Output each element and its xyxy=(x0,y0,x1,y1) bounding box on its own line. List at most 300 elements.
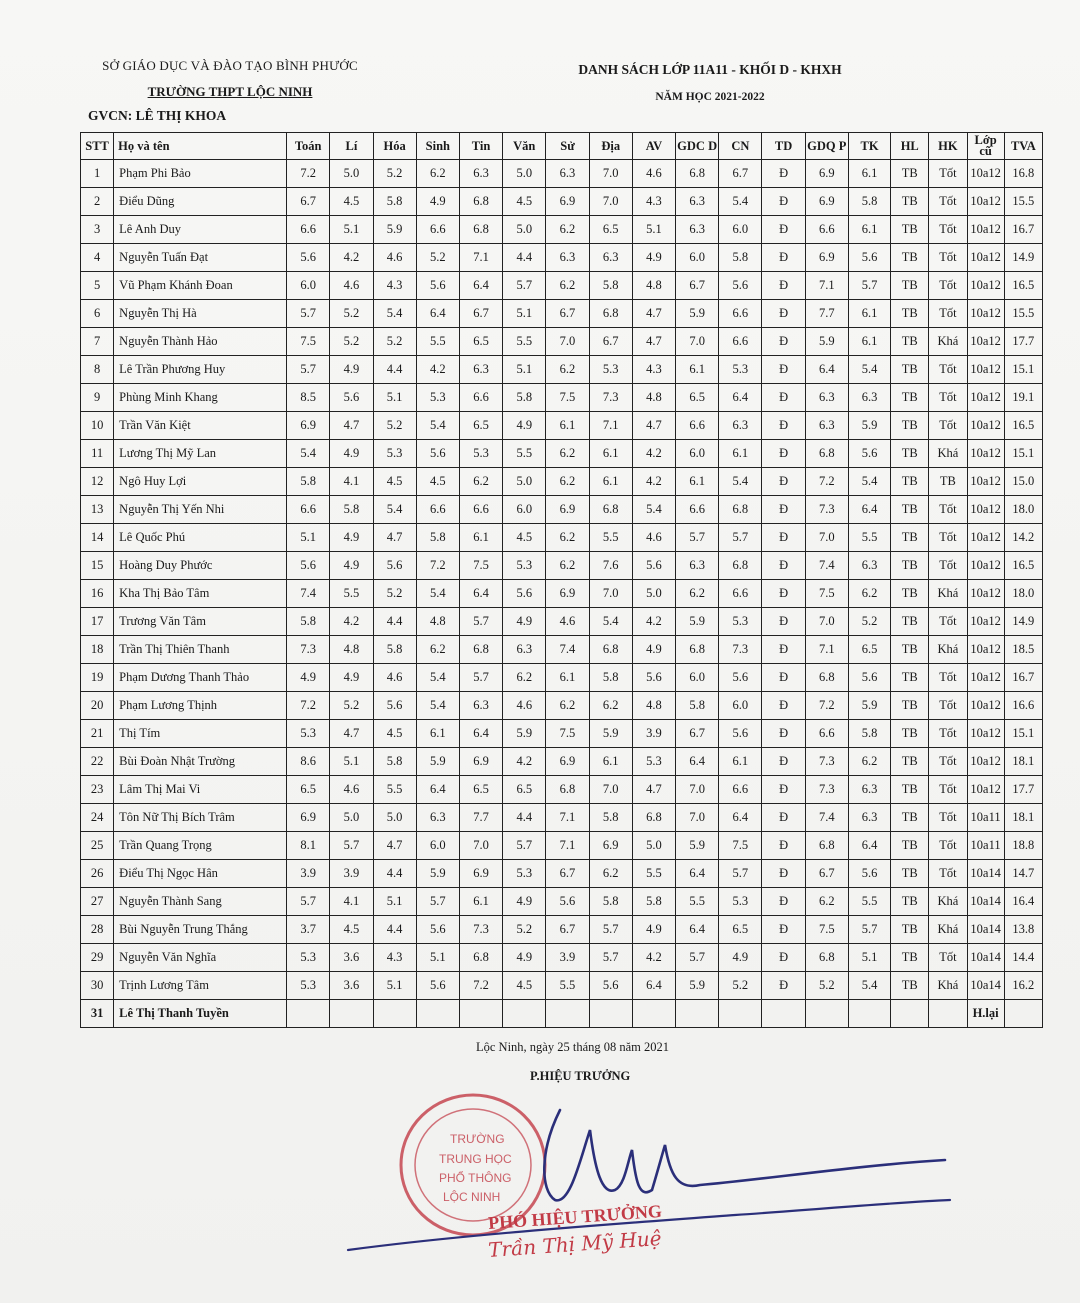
table-cell: 14.4 xyxy=(1004,944,1042,972)
table-cell: 6.1 xyxy=(459,888,502,916)
table-cell: 6.5 xyxy=(719,916,762,944)
table-cell: Đ xyxy=(762,636,805,664)
table-cell: 6.8 xyxy=(589,636,632,664)
table-cell: 5.7 xyxy=(416,888,459,916)
student-name-cell: Trần Thị Thiên Thanh xyxy=(114,636,287,664)
table-row xyxy=(81,748,1043,776)
table-cell: 6.1 xyxy=(589,468,632,496)
table-cell: 4.6 xyxy=(632,160,675,188)
table-cell: 16.7 xyxy=(1004,216,1042,244)
student-name-cell: Bùi Nguyễn Trung Thắng xyxy=(114,916,287,944)
table-cell: 8.6 xyxy=(287,748,330,776)
table-cell: 17.7 xyxy=(1004,776,1042,804)
table-cell: 7.5 xyxy=(459,552,502,580)
table-cell: 5.9 xyxy=(676,972,719,1000)
table-cell: 5.4 xyxy=(719,188,762,216)
table-cell: 5.3 xyxy=(719,356,762,384)
table-cell: 6.0 xyxy=(719,216,762,244)
table-cell: 6.0 xyxy=(719,692,762,720)
table-cell: 5.3 xyxy=(719,888,762,916)
table-cell: 5.3 xyxy=(503,860,546,888)
table-cell: TB xyxy=(891,552,929,580)
table-cell: Tốt xyxy=(929,356,967,384)
table-cell: 5.5 xyxy=(330,580,373,608)
table-cell: 8 xyxy=(81,356,114,384)
table-cell: Tốt xyxy=(929,748,967,776)
table-cell: 6.2 xyxy=(546,468,589,496)
table-cell: Đ xyxy=(762,552,805,580)
table-cell: TB xyxy=(891,496,929,524)
table-cell: 3.9 xyxy=(287,860,330,888)
table-cell: 6.1 xyxy=(546,664,589,692)
column-header: AV xyxy=(632,133,675,160)
table-cell: 4.9 xyxy=(632,916,675,944)
table-cell: 5.6 xyxy=(719,664,762,692)
table-cell: 6.6 xyxy=(805,216,848,244)
table-cell: Đ xyxy=(762,384,805,412)
table-cell: 10a12 xyxy=(967,384,1004,412)
table-cell: 6.1 xyxy=(848,216,890,244)
table-cell: 6.8 xyxy=(676,636,719,664)
table-cell: TB xyxy=(891,216,929,244)
table-cell: 26 xyxy=(81,860,114,888)
table-cell: 6.4 xyxy=(676,860,719,888)
table-cell: TB xyxy=(891,972,929,1000)
table-cell: 19.1 xyxy=(1004,384,1042,412)
table-cell: 5.3 xyxy=(416,384,459,412)
table-row xyxy=(81,664,1043,692)
table-cell: 5.4 xyxy=(848,468,890,496)
table-cell: Đ xyxy=(762,412,805,440)
table-cell: 6.1 xyxy=(848,300,890,328)
table-cell: 6.8 xyxy=(589,496,632,524)
column-header: CN xyxy=(719,133,762,160)
student-name-cell: Lê Anh Duy xyxy=(114,216,287,244)
table-cell: 4.8 xyxy=(416,608,459,636)
table-cell: 7.0 xyxy=(589,776,632,804)
table-cell: 15.0 xyxy=(1004,468,1042,496)
table-cell: 4.9 xyxy=(503,412,546,440)
table-cell: 6.4 xyxy=(416,300,459,328)
table-cell: 6.9 xyxy=(287,412,330,440)
table-cell: 6.1 xyxy=(719,440,762,468)
table-cell: 6.3 xyxy=(848,776,890,804)
table-row xyxy=(81,1000,1043,1028)
table-cell: 6.8 xyxy=(459,216,502,244)
table-cell: 5.5 xyxy=(503,328,546,356)
table-cell: Đ xyxy=(762,972,805,1000)
table-cell: 18.8 xyxy=(1004,832,1042,860)
student-name-cell: Nguyễn Tuấn Đạt xyxy=(114,244,287,272)
table-cell: 7.5 xyxy=(805,580,848,608)
table-cell: Tốt xyxy=(929,608,967,636)
table-cell: TB xyxy=(891,188,929,216)
student-name-cell: Kha Thị Bảo Tâm xyxy=(114,580,287,608)
table-cell: 6.6 xyxy=(805,720,848,748)
table-cell: 5.0 xyxy=(632,580,675,608)
table-cell: Khá xyxy=(929,440,967,468)
table-cell: 5.5 xyxy=(503,440,546,468)
table-cell: 7.5 xyxy=(546,384,589,412)
table-cell: 16.5 xyxy=(1004,272,1042,300)
table-row xyxy=(81,356,1043,384)
column-header: TD xyxy=(762,133,805,160)
table-cell: 6.3 xyxy=(848,552,890,580)
table-cell: 6.4 xyxy=(416,776,459,804)
table-cell: 7.2 xyxy=(805,468,848,496)
table-cell: 1 xyxy=(81,160,114,188)
table-cell: 4.3 xyxy=(373,944,416,972)
table-cell: 6 xyxy=(81,300,114,328)
table-cell: 5.3 xyxy=(503,552,546,580)
table-cell: 5.4 xyxy=(373,300,416,328)
table-cell: Đ xyxy=(762,916,805,944)
table-cell: Đ xyxy=(762,440,805,468)
table-row xyxy=(81,608,1043,636)
table-cell: 5.1 xyxy=(373,384,416,412)
table-cell: Tốt xyxy=(929,664,967,692)
table-cell: 6.7 xyxy=(805,860,848,888)
table-cell: 4.9 xyxy=(330,664,373,692)
table-cell: 4.7 xyxy=(632,328,675,356)
table-cell: 5.7 xyxy=(589,944,632,972)
table-cell: 9 xyxy=(81,384,114,412)
table-cell: Khá xyxy=(929,972,967,1000)
table-cell: 5.9 xyxy=(416,748,459,776)
table-cell: 5.6 xyxy=(373,552,416,580)
student-name-cell: Lê Quốc Phú xyxy=(114,524,287,552)
table-cell: 7.6 xyxy=(589,552,632,580)
table-row xyxy=(81,944,1043,972)
table-cell: 24 xyxy=(81,804,114,832)
table-cell: 5.6 xyxy=(848,860,890,888)
table-cell: 6.8 xyxy=(546,776,589,804)
table-row xyxy=(81,916,1043,944)
table-cell: 5.1 xyxy=(373,972,416,1000)
column-header: Sinh xyxy=(416,133,459,160)
table-cell: Đ xyxy=(762,692,805,720)
table-row xyxy=(81,412,1043,440)
table-cell: 6.8 xyxy=(459,944,502,972)
table-cell: 6.0 xyxy=(676,440,719,468)
table-cell: 10a12 xyxy=(967,356,1004,384)
table-cell: 4.1 xyxy=(330,888,373,916)
table-cell: 5.0 xyxy=(330,804,373,832)
table-cell: Tốt xyxy=(929,832,967,860)
svg-text:LỘC NINH: LỘC NINH xyxy=(443,1190,501,1204)
column-header: Hóa xyxy=(373,133,416,160)
table-cell: TB xyxy=(891,608,929,636)
table-cell: TB xyxy=(891,888,929,916)
table-cell: 10a12 xyxy=(967,496,1004,524)
table-cell: 6.9 xyxy=(546,188,589,216)
table-cell: 16.8 xyxy=(1004,160,1042,188)
table-row xyxy=(81,776,1043,804)
table-cell: 6.9 xyxy=(805,188,848,216)
table-cell: 5.8 xyxy=(719,244,762,272)
table-cell xyxy=(373,1000,416,1028)
table-cell: 7.0 xyxy=(676,804,719,832)
table-cell: 5.6 xyxy=(416,972,459,1000)
table-cell: 6.0 xyxy=(676,664,719,692)
table-cell: 6.0 xyxy=(503,496,546,524)
table-cell: 5.5 xyxy=(848,524,890,552)
column-header: Lớp cũ xyxy=(967,133,1004,160)
homeroom-teacher: GVCN: LÊ THỊ KHOA xyxy=(88,108,227,123)
table-cell: 4.2 xyxy=(503,748,546,776)
table-cell: 7.4 xyxy=(287,580,330,608)
department-name: SỞ GIÁO DỤC VÀ ĐÀO TẠO BÌNH PHƯỚC xyxy=(102,58,358,73)
table-cell: 5.0 xyxy=(503,468,546,496)
table-cell: Tốt xyxy=(929,188,967,216)
table-cell: 5.3 xyxy=(287,720,330,748)
table-cell: 5.8 xyxy=(632,888,675,916)
table-cell: Đ xyxy=(762,468,805,496)
table-cell: 10a14 xyxy=(967,860,1004,888)
table-cell: 7.1 xyxy=(546,804,589,832)
table-cell: 10a12 xyxy=(967,244,1004,272)
table-cell: 13.8 xyxy=(1004,916,1042,944)
table-cell: Tốt xyxy=(929,496,967,524)
table-cell: 5.8 xyxy=(373,636,416,664)
table-cell: 10a12 xyxy=(967,328,1004,356)
column-header: Địa xyxy=(589,133,632,160)
table-cell: 10a11 xyxy=(967,832,1004,860)
table-cell: 5.6 xyxy=(416,440,459,468)
table-cell: 6.8 xyxy=(805,664,848,692)
table-row xyxy=(81,384,1043,412)
table-cell: 5.8 xyxy=(589,804,632,832)
table-cell xyxy=(1004,1000,1042,1028)
table-cell: 4.2 xyxy=(632,944,675,972)
table-cell: 6.2 xyxy=(589,692,632,720)
table-cell: Đ xyxy=(762,720,805,748)
table-cell: Đ xyxy=(762,328,805,356)
table-cell: 3.6 xyxy=(330,972,373,1000)
table-cell: 4.6 xyxy=(503,692,546,720)
table-cell: 5.7 xyxy=(719,860,762,888)
table-cell: 25 xyxy=(81,832,114,860)
table-cell: 5.1 xyxy=(848,944,890,972)
table-cell: Đ xyxy=(762,524,805,552)
table-cell: 5.7 xyxy=(330,832,373,860)
table-row xyxy=(81,524,1043,552)
table-cell: 6.6 xyxy=(287,496,330,524)
table-cell: 10a12 xyxy=(967,720,1004,748)
table-cell: 5.6 xyxy=(373,692,416,720)
table-cell: 6.1 xyxy=(676,468,719,496)
table-cell: 5.6 xyxy=(330,384,373,412)
table-cell: 6.4 xyxy=(719,384,762,412)
table-cell: 7.3 xyxy=(805,748,848,776)
table-cell: 5.8 xyxy=(416,524,459,552)
student-name-cell: Bùi Đoàn Nhật Trường xyxy=(114,748,287,776)
table-cell: TB xyxy=(891,468,929,496)
table-cell: 6.9 xyxy=(287,804,330,832)
table-cell: 30 xyxy=(81,972,114,1000)
table-cell: 5.7 xyxy=(676,944,719,972)
column-header: TK xyxy=(848,133,890,160)
table-cell: 4.5 xyxy=(330,188,373,216)
table-cell: 5.2 xyxy=(848,608,890,636)
table-cell: 5.7 xyxy=(503,832,546,860)
table-cell: Tốt xyxy=(929,720,967,748)
table-cell: 6.2 xyxy=(676,580,719,608)
table-cell: 7.0 xyxy=(805,608,848,636)
table-cell: 6.3 xyxy=(719,412,762,440)
table-cell: 6.8 xyxy=(676,160,719,188)
table-cell: 14 xyxy=(81,524,114,552)
table-row xyxy=(81,468,1043,496)
table-cell: Đ xyxy=(762,244,805,272)
table-cell: 4.5 xyxy=(503,188,546,216)
table-cell: 7.3 xyxy=(589,384,632,412)
table-cell: 5.7 xyxy=(848,272,890,300)
table-cell: 10a14 xyxy=(967,888,1004,916)
table-cell: 5.4 xyxy=(287,440,330,468)
table-cell: 28 xyxy=(81,916,114,944)
table-cell: 6.4 xyxy=(632,972,675,1000)
table-cell: TB xyxy=(891,524,929,552)
column-header: Văn xyxy=(503,133,546,160)
table-cell: 4.6 xyxy=(373,244,416,272)
table-cell: 5.6 xyxy=(848,244,890,272)
table-cell: 7.2 xyxy=(416,552,459,580)
table-cell: 5.9 xyxy=(676,608,719,636)
table-row xyxy=(81,720,1043,748)
table-cell: TB xyxy=(929,468,967,496)
table-cell: TB xyxy=(891,440,929,468)
table-cell: 5.8 xyxy=(589,272,632,300)
table-cell: 14.9 xyxy=(1004,244,1042,272)
table-cell: 5.6 xyxy=(287,552,330,580)
table-cell: 6.2 xyxy=(848,748,890,776)
table-cell: 6.4 xyxy=(848,832,890,860)
table-cell: 4.2 xyxy=(632,440,675,468)
table-cell: Tốt xyxy=(929,860,967,888)
table-cell: 3 xyxy=(81,216,114,244)
table-cell: Tốt xyxy=(929,216,967,244)
table-cell: 6.7 xyxy=(676,272,719,300)
table-cell: TB xyxy=(891,272,929,300)
table-cell: 5.4 xyxy=(719,468,762,496)
table-cell: 6.6 xyxy=(416,216,459,244)
signature-icon xyxy=(340,1090,980,1290)
table-cell: 4.1 xyxy=(330,468,373,496)
table-cell: 5.2 xyxy=(330,300,373,328)
table-cell: 4.2 xyxy=(330,608,373,636)
table-cell: 6.5 xyxy=(676,384,719,412)
table-cell: 10a12 xyxy=(967,412,1004,440)
table-cell: 4.9 xyxy=(503,608,546,636)
table-cell: 7.3 xyxy=(805,776,848,804)
table-cell: 7.4 xyxy=(805,552,848,580)
table-cell: 2 xyxy=(81,188,114,216)
table-cell: 10a12 xyxy=(967,608,1004,636)
table-cell: 18.1 xyxy=(1004,748,1042,776)
student-name-cell: Điểu Dũng xyxy=(114,188,287,216)
table-cell: 5.2 xyxy=(373,328,416,356)
table-cell xyxy=(848,1000,890,1028)
table-cell: 4.5 xyxy=(503,972,546,1000)
table-cell: 6.9 xyxy=(805,244,848,272)
table-cell: 6.2 xyxy=(848,580,890,608)
table-row xyxy=(81,972,1043,1000)
table-cell: 4.8 xyxy=(632,692,675,720)
table-cell: 6.3 xyxy=(459,356,502,384)
table-cell: Tốt xyxy=(929,524,967,552)
table-cell: 5.4 xyxy=(416,580,459,608)
table-cell: 4.5 xyxy=(503,524,546,552)
student-name-cell: Trần Văn Kiệt xyxy=(114,412,287,440)
table-cell xyxy=(719,1000,762,1028)
table-cell: 6.1 xyxy=(848,160,890,188)
table-cell: 5.7 xyxy=(287,356,330,384)
table-row xyxy=(81,496,1043,524)
table-cell: 6.9 xyxy=(546,496,589,524)
table-cell: 5.9 xyxy=(503,720,546,748)
table-cell: 4.3 xyxy=(373,272,416,300)
table-cell: 7.2 xyxy=(287,692,330,720)
table-cell: TB xyxy=(891,748,929,776)
table-cell: Khá xyxy=(929,328,967,356)
table-cell: 5.9 xyxy=(676,832,719,860)
table-cell: 10a12 xyxy=(967,216,1004,244)
table-cell: Đ xyxy=(762,188,805,216)
table-cell: 3.9 xyxy=(546,944,589,972)
table-cell: 13 xyxy=(81,496,114,524)
table-cell: 5.2 xyxy=(805,972,848,1000)
table-cell: 6.5 xyxy=(459,412,502,440)
table-cell: 3.9 xyxy=(330,860,373,888)
table-cell: 6.1 xyxy=(719,748,762,776)
table-cell: 6.6 xyxy=(719,328,762,356)
table-cell: 27 xyxy=(81,888,114,916)
table-cell: 6.2 xyxy=(546,552,589,580)
table-cell: 18 xyxy=(81,636,114,664)
table-cell: 5.7 xyxy=(287,888,330,916)
table-cell: 4.4 xyxy=(373,860,416,888)
table-cell xyxy=(459,1000,502,1028)
table-cell: 6.5 xyxy=(848,636,890,664)
table-cell: 5.6 xyxy=(719,272,762,300)
table-cell: Khá xyxy=(929,580,967,608)
table-cell: 7.1 xyxy=(805,636,848,664)
table-cell: 5.7 xyxy=(287,300,330,328)
table-cell: 4.3 xyxy=(632,356,675,384)
table-cell: 6.1 xyxy=(546,412,589,440)
table-cell: Đ xyxy=(762,804,805,832)
table-cell: 5.6 xyxy=(503,580,546,608)
table-cell: 5.9 xyxy=(589,720,632,748)
table-cell xyxy=(546,1000,589,1028)
table-cell: 6.8 xyxy=(459,636,502,664)
table-cell: 7.0 xyxy=(546,328,589,356)
table-cell: 5.3 xyxy=(373,440,416,468)
table-cell: 5.7 xyxy=(459,608,502,636)
table-cell: 4.7 xyxy=(330,412,373,440)
table-cell: 4.5 xyxy=(416,468,459,496)
student-name-cell: Nguyễn Văn Nghĩa xyxy=(114,944,287,972)
column-header: GDQ P xyxy=(805,133,848,160)
table-cell: 16.2 xyxy=(1004,972,1042,1000)
table-cell: Tốt xyxy=(929,272,967,300)
table-cell: Đ xyxy=(762,888,805,916)
table-cell: 6.3 xyxy=(848,804,890,832)
table-cell: 5.3 xyxy=(287,944,330,972)
table-cell: 5.0 xyxy=(373,804,416,832)
table-cell: 7.2 xyxy=(287,160,330,188)
